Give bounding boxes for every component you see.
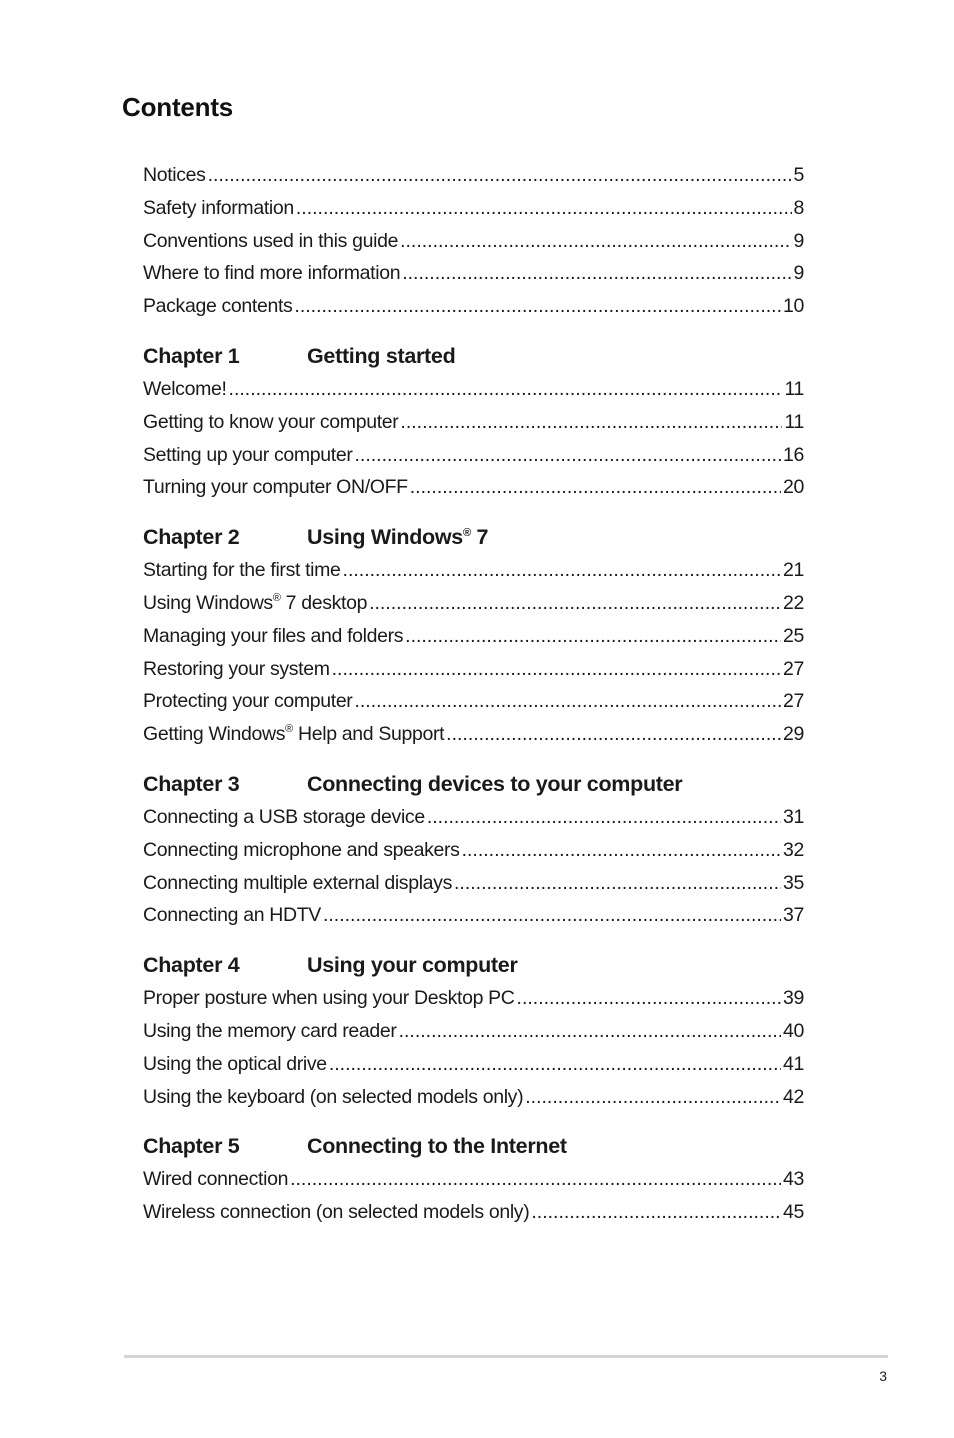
toc-entry-page: 21	[783, 559, 804, 582]
toc-entry[interactable]	[143, 592, 804, 625]
dot-leader	[399, 1020, 781, 1043]
dot-leader	[402, 262, 791, 285]
toc-entry-label: Where to find more information	[143, 262, 401, 285]
toc-entry-page: 9	[793, 229, 804, 252]
dot-leader	[410, 476, 781, 499]
chapter-number: Chapter 1	[143, 343, 240, 368]
toc-entry-page: 35	[783, 871, 804, 894]
chapter-title: Using Windows® 7	[307, 525, 489, 550]
toc-entry[interactable]	[143, 295, 804, 328]
dot-leader	[517, 987, 781, 1010]
toc-entry-page: 40	[783, 1019, 804, 1042]
toc-entry-page: 42	[783, 1085, 804, 1108]
toc-entry-page: 31	[783, 805, 804, 828]
toc-entry-label: Conventions used in this guide	[143, 229, 399, 252]
toc-entry[interactable]	[143, 476, 804, 509]
toc-entry-page: 27	[783, 690, 804, 713]
toc-entry[interactable]	[143, 197, 804, 230]
dot-leader	[405, 625, 781, 648]
toc-entry[interactable]	[143, 1086, 804, 1119]
toc-entry-page: 10	[783, 295, 804, 318]
toc-entry-page: 11	[784, 410, 804, 433]
toc-entry-label: Using the keyboard (on selected models only)	[143, 1085, 524, 1108]
chapter-title: Connecting devices to your computer	[307, 771, 683, 796]
toc-entry[interactable]	[143, 625, 804, 658]
chapter-number: Chapter 3	[143, 771, 240, 796]
dot-leader	[400, 230, 791, 253]
toc-entry-label: Getting to know your computer	[143, 410, 399, 433]
dot-leader	[323, 904, 781, 927]
toc-entry[interactable]	[143, 1168, 804, 1201]
toc-entry-page: 32	[783, 838, 804, 861]
chapter-title: Getting started	[307, 343, 456, 368]
page-number: 3	[879, 1368, 887, 1384]
chapter-3-heading[interactable]	[143, 772, 804, 806]
toc-entry[interactable]	[143, 690, 804, 723]
dot-leader	[400, 411, 782, 434]
toc-entry-page: 29	[783, 723, 804, 746]
toc-entry[interactable]	[143, 723, 804, 756]
toc-entry[interactable]	[143, 872, 804, 905]
toc-entry[interactable]	[143, 378, 804, 411]
dot-leader	[296, 197, 792, 220]
toc-entry[interactable]	[143, 411, 804, 444]
toc-entry-page: 8	[793, 196, 804, 219]
toc-entry-page: 27	[783, 657, 804, 680]
chapter-number: Chapter 4	[143, 953, 240, 978]
toc-entry-label: Connecting a USB storage device	[143, 805, 425, 828]
dot-leader	[531, 1201, 781, 1224]
table-of-contents	[143, 164, 804, 1234]
toc-entry-page: 45	[783, 1201, 804, 1224]
chapter-number: Chapter 5	[143, 1134, 240, 1159]
toc-entry-label: Using the optical drive	[143, 1052, 327, 1075]
toc-entry-page: 9	[793, 262, 804, 285]
dot-leader	[329, 1053, 781, 1076]
toc-entry-page: 20	[783, 476, 804, 499]
toc-entry[interactable]	[143, 904, 804, 937]
toc-entry-page: 11	[784, 377, 804, 400]
toc-entry-label: Managing your files and folders	[143, 624, 404, 647]
toc-entry-page: 39	[783, 987, 804, 1010]
toc-entry-page: 25	[783, 624, 804, 647]
toc-entry-label: Wireless connection (on selected models only)	[143, 1201, 530, 1224]
toc-entry-label: Proper posture when using your Desktop PC	[143, 987, 515, 1010]
toc-entry-label: Welcome!	[143, 377, 227, 400]
footer-divider	[124, 1355, 888, 1358]
chapter-5-heading[interactable]	[143, 1134, 804, 1168]
toc-entry[interactable]	[143, 839, 804, 872]
registered-mark: ®	[462, 527, 471, 540]
dot-leader	[454, 872, 781, 895]
dot-leader	[446, 723, 781, 746]
toc-entry[interactable]	[143, 987, 804, 1020]
toc-entry-label: Setting up your computer	[143, 443, 353, 466]
toc-entry-label: Protecting your computer	[143, 690, 353, 713]
toc-entry-page: 43	[783, 1168, 804, 1191]
toc-entry[interactable]	[143, 806, 804, 839]
toc-entry[interactable]	[143, 1020, 804, 1053]
toc-entry-label: Package contents	[143, 295, 293, 318]
dot-leader	[229, 378, 783, 401]
chapter-title: Connecting to the Internet	[307, 1134, 567, 1159]
toc-entry-page: 16	[783, 443, 804, 466]
dot-leader	[208, 164, 792, 187]
toc-entry[interactable]	[143, 444, 804, 477]
chapter-number: Chapter 2	[143, 525, 240, 550]
chapter-2-heading[interactable]	[143, 525, 804, 559]
toc-entry-page: 37	[783, 904, 804, 927]
dot-leader	[290, 1168, 781, 1191]
toc-entry-label: Restoring your system	[143, 657, 330, 680]
dot-leader	[525, 1086, 781, 1109]
dot-leader	[427, 806, 781, 829]
toc-entry-page: 41	[783, 1052, 804, 1075]
dot-leader	[343, 559, 781, 582]
toc-entry-label: Safety information	[143, 196, 294, 219]
toc-entry[interactable]	[143, 559, 804, 592]
toc-entry-label: Using the memory card reader	[143, 1019, 397, 1042]
toc-entry-label: Starting for the first time	[143, 559, 341, 582]
chapter-4-heading[interactable]	[143, 953, 804, 987]
toc-entry[interactable]	[143, 1053, 804, 1086]
dot-leader	[294, 295, 781, 318]
toc-entry-label: Connecting multiple external displays	[143, 871, 452, 894]
toc-entry-label: Notices	[143, 164, 206, 186]
toc-entry-label: Connecting an HDTV	[143, 904, 321, 927]
dot-leader	[369, 592, 781, 615]
toc-entry[interactable]	[143, 1201, 804, 1234]
toc-entry[interactable]	[143, 230, 804, 263]
dot-leader	[354, 444, 781, 467]
chapter-1-heading[interactable]	[143, 344, 804, 378]
dot-leader	[354, 690, 781, 713]
toc-entry-label: Getting Windows® Help and Support	[143, 723, 445, 746]
toc-entry-label: Using Windows® 7 desktop	[143, 591, 368, 614]
registered-mark: ®	[285, 723, 293, 736]
registered-mark: ®	[272, 591, 281, 604]
chapter-title: Using your computer	[307, 953, 518, 978]
toc-entry[interactable]	[143, 164, 804, 197]
toc-entry[interactable]	[143, 658, 804, 691]
toc-entry-label: Turning your computer ON/OFF	[143, 476, 408, 499]
toc-entry[interactable]	[143, 262, 804, 295]
toc-entry-label: Connecting microphone and speakers	[143, 838, 460, 861]
toc-entry-page: 22	[783, 591, 804, 614]
dot-leader	[462, 839, 781, 862]
toc-entry-page: 5	[793, 164, 804, 186]
toc-entry-label: Wired connection	[143, 1168, 289, 1191]
page-title: Contents	[122, 92, 234, 122]
dot-leader	[332, 658, 781, 681]
